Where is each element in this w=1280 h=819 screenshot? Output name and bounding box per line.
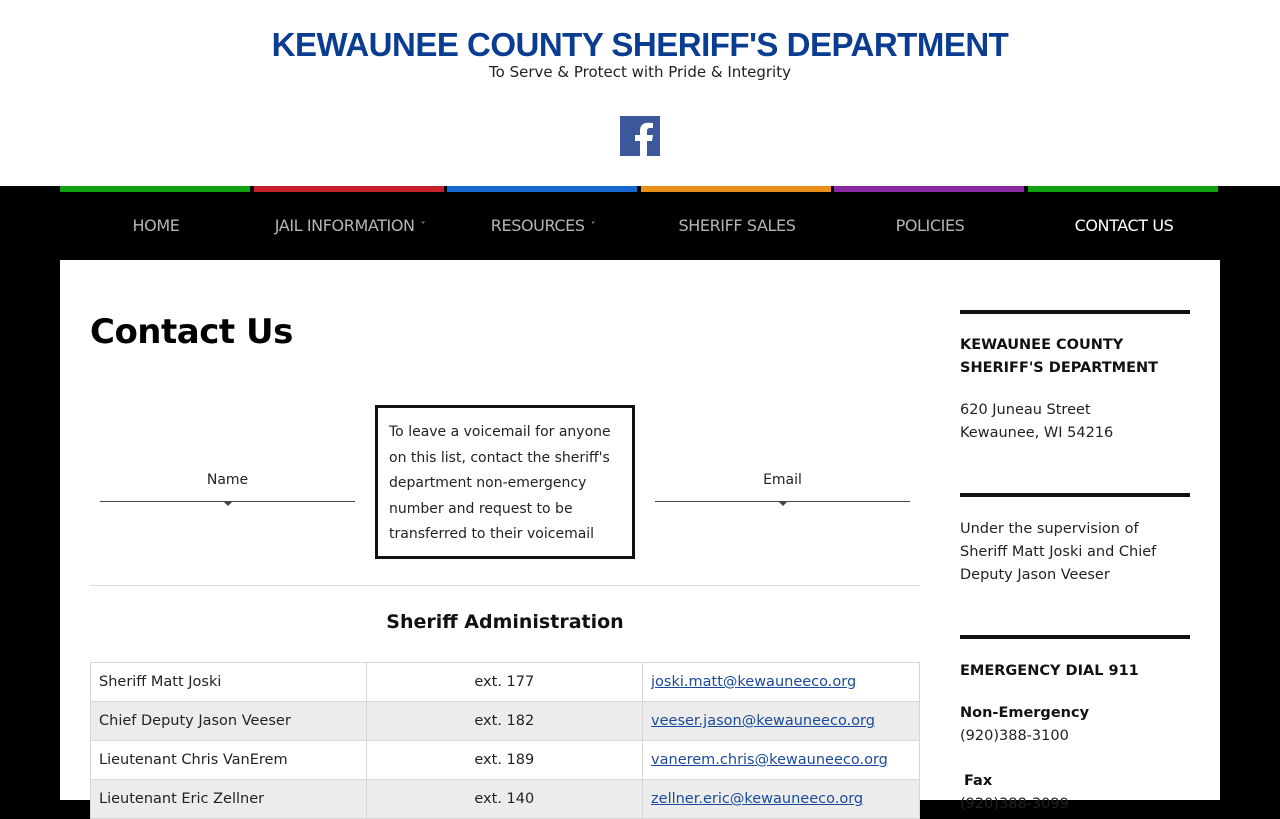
sidebar-rule [960, 635, 1190, 639]
staff-email-link[interactable]: zellner.eric@kewauneeco.org [651, 791, 864, 807]
staff-ext: ext. 189 [366, 741, 642, 780]
staff-email-cell [643, 702, 920, 741]
staff-email-link[interactable]: veeser.jason@kewauneeco.org [651, 713, 875, 729]
nav-color-bar [641, 186, 831, 192]
main-content [60, 260, 1220, 812]
chevron-down-icon: ˅ [420, 221, 426, 232]
column-label: Name [206, 472, 249, 488]
staff-name: Sheriff Matt Joski [91, 663, 367, 702]
sort-arrow-icon [779, 502, 787, 506]
nav-color-bar [447, 186, 637, 192]
site-header [0, 0, 1280, 186]
table-row [91, 663, 920, 702]
sidebar-rule [960, 310, 1190, 314]
staff-email-cell [643, 780, 920, 819]
main-nav [60, 186, 1220, 260]
section-title: Sheriff Administration [386, 611, 624, 633]
sidebar-fax-phone: (920)388-3099 [960, 796, 1069, 812]
facebook-glyph [620, 116, 660, 156]
chevron-down-icon: ˅ [590, 221, 596, 232]
nav-item-home[interactable] [60, 186, 252, 260]
table-row [91, 741, 920, 780]
sidebar-rule [960, 493, 1190, 497]
nav-item-jail-information[interactable] [254, 186, 446, 260]
sidebar-org-name: KEWAUNEE COUNTY SHERIFF'S DEPARTMENT [960, 337, 1159, 376]
nav-label: HOME [132, 216, 180, 235]
staff-name: Lieutenant Eric Zellner [91, 780, 367, 819]
facebook-icon[interactable] [620, 116, 660, 156]
staff-table [90, 662, 920, 819]
staff-email-cell [643, 741, 920, 780]
staff-ext: ext. 182 [366, 702, 642, 741]
column-label: Email [763, 472, 802, 488]
sidebar-emergency: EMERGENCY DIAL 911 [960, 663, 1139, 679]
voicemail-note: To leave a voicemail for anyone on this list, contact the sheriff's department non-emergency number and request to be transferred to their voicemail [375, 405, 635, 559]
table-row [91, 780, 920, 819]
sidebar-fax-label: Fax [964, 773, 993, 789]
sidebar-supervision: Under the supervision of Sheriff Matt Joski and Chief Deputy Jason Veeser [960, 521, 1157, 583]
staff-email-cell [643, 663, 920, 702]
nav-label: CONTACT US [1074, 216, 1174, 235]
staff-ext: ext. 140 [366, 780, 642, 819]
nav-color-bar [1028, 186, 1218, 192]
nav-label: RESOURCES [490, 216, 585, 235]
staff-ext: ext. 177 [366, 663, 642, 702]
staff-email-link[interactable]: joski.matt@kewauneeco.org [651, 674, 857, 690]
staff-name: Lieutenant Chris VanErem [91, 741, 367, 780]
nav-label: SHERIFF SALES [678, 216, 796, 235]
table-row [91, 702, 920, 741]
nav-item-contact-us[interactable] [1028, 186, 1220, 260]
sidebar-non-emergency-label: Non-Emergency [960, 705, 1090, 721]
nav-item-policies[interactable] [834, 186, 1026, 260]
nav-color-bar [834, 186, 1024, 192]
nav-label: POLICIES [895, 216, 965, 235]
sidebar-address-line1: 620 Juneau Street [960, 402, 1091, 418]
divider [90, 585, 920, 586]
name-column-header[interactable] [100, 472, 355, 488]
email-column-header[interactable] [655, 472, 910, 488]
staff-email-link[interactable]: vanerem.chris@kewauneeco.org [651, 752, 888, 768]
page-title: Contact Us [90, 312, 293, 352]
nav-item-resources[interactable] [447, 186, 639, 260]
site-title[interactable]: KEWAUNEE COUNTY SHERIFF'S DEPARTMENT [271, 26, 1009, 63]
sort-arrow-icon [224, 502, 232, 506]
sidebar-non-emergency-phone[interactable]: (920)388-3100 [960, 728, 1069, 744]
sidebar-address-line2: Kewaunee, WI 54216 [960, 425, 1114, 441]
nav-item-sheriff-sales[interactable] [641, 186, 833, 260]
nav-color-bar [254, 186, 444, 192]
nav-color-bar [60, 186, 250, 192]
staff-name: Chief Deputy Jason Veeser [91, 702, 367, 741]
site-tagline: To Serve & Protect with Pride & Integrity [489, 63, 791, 81]
nav-label: JAIL INFORMATION [274, 216, 415, 235]
